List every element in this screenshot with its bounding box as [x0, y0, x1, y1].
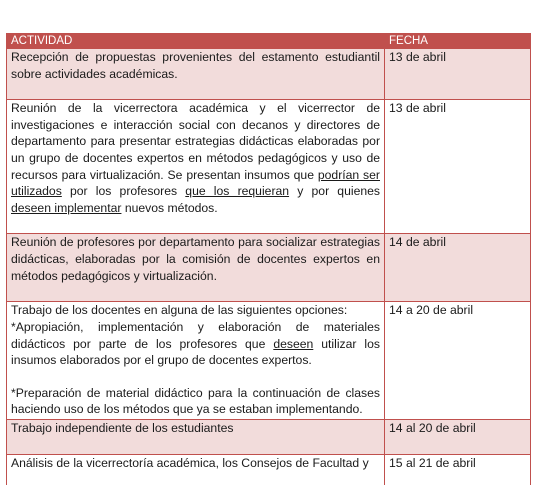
table-row [7, 302, 531, 420]
date-cell: 15 al 21 de abril [385, 454, 531, 485]
activity-option-1 [11, 319, 380, 369]
row-spacer [7, 216, 531, 234]
schedule-table [6, 33, 531, 485]
table-row [7, 420, 531, 437]
table-row [7, 234, 531, 285]
column-header-date: FECHA [385, 34, 531, 49]
activity-text: *Apropiación, implementación y elaboración de materiales didácticos por parte de los profesores que [11, 319, 380, 351]
activity-cell [7, 100, 385, 217]
underlined-text: deseen implementar [11, 200, 122, 215]
activity-text: por los profesores [61, 184, 186, 199]
activity-text: y por quienes [289, 184, 380, 199]
activity-cell [7, 302, 385, 420]
activity-option-2: *Preparación de material didáctico para la continuación de clases haciendo uso de los métodos que ya se estaban implementando. [11, 385, 380, 417]
activity-text: nuevos métodos. [121, 200, 218, 215]
activity-cell: Trabajo independiente de los estudiantes [7, 420, 385, 437]
table-header-row [7, 34, 531, 49]
date-cell: 14 al 20 de abril [385, 420, 531, 437]
underlined-text: podrían ser utilizados [11, 167, 380, 199]
date-cell: 13 de abril [385, 49, 531, 83]
activity-cell: Análisis de la vicerrectoría académica, los Consejos de Facultad y [7, 454, 385, 485]
table-row [7, 100, 531, 217]
date-cell: 14 a 20 de abril [385, 302, 531, 420]
activity-text: utilizar los insumos elaborados por el grupo de docentes expertos. [11, 336, 380, 368]
row-spacer [7, 284, 531, 302]
activity-cell: Recepción de propuestas provenientes del estamento estudiantil sobre actividades académicas. [7, 49, 385, 83]
row-spacer [7, 82, 531, 100]
date-cell: 13 de abril [385, 100, 531, 217]
activity-intro: Trabajo de los docentes en alguna de las siguientes opciones: [11, 303, 348, 318]
table-row [7, 454, 531, 485]
activity-text: Reunión de la vicerrectora académica y el vicerrector de investigaciones e interacción social con decanos y directores de departamento para presentar estrategias didácticas elaboradas por un grupo de docentes expertos en métodos pedagógicos y uso de recursos para virtualización. Se presentan insumos que [11, 101, 380, 182]
date-cell: 14 de abril [385, 234, 531, 285]
column-header-activity: ACTIVIDAD [7, 34, 385, 49]
table-row [7, 49, 531, 83]
underlined-text: que los requieran [185, 184, 290, 199]
row-spacer [7, 437, 531, 455]
paragraph-gap [11, 369, 380, 385]
activity-cell: Reunión de profesores por departamento para socializar estrategias didácticas, elaboradas por la comisión de docentes expertos en métodos pedagógicos y virtualización. [7, 234, 385, 285]
underlined-text: deseen [273, 336, 314, 351]
